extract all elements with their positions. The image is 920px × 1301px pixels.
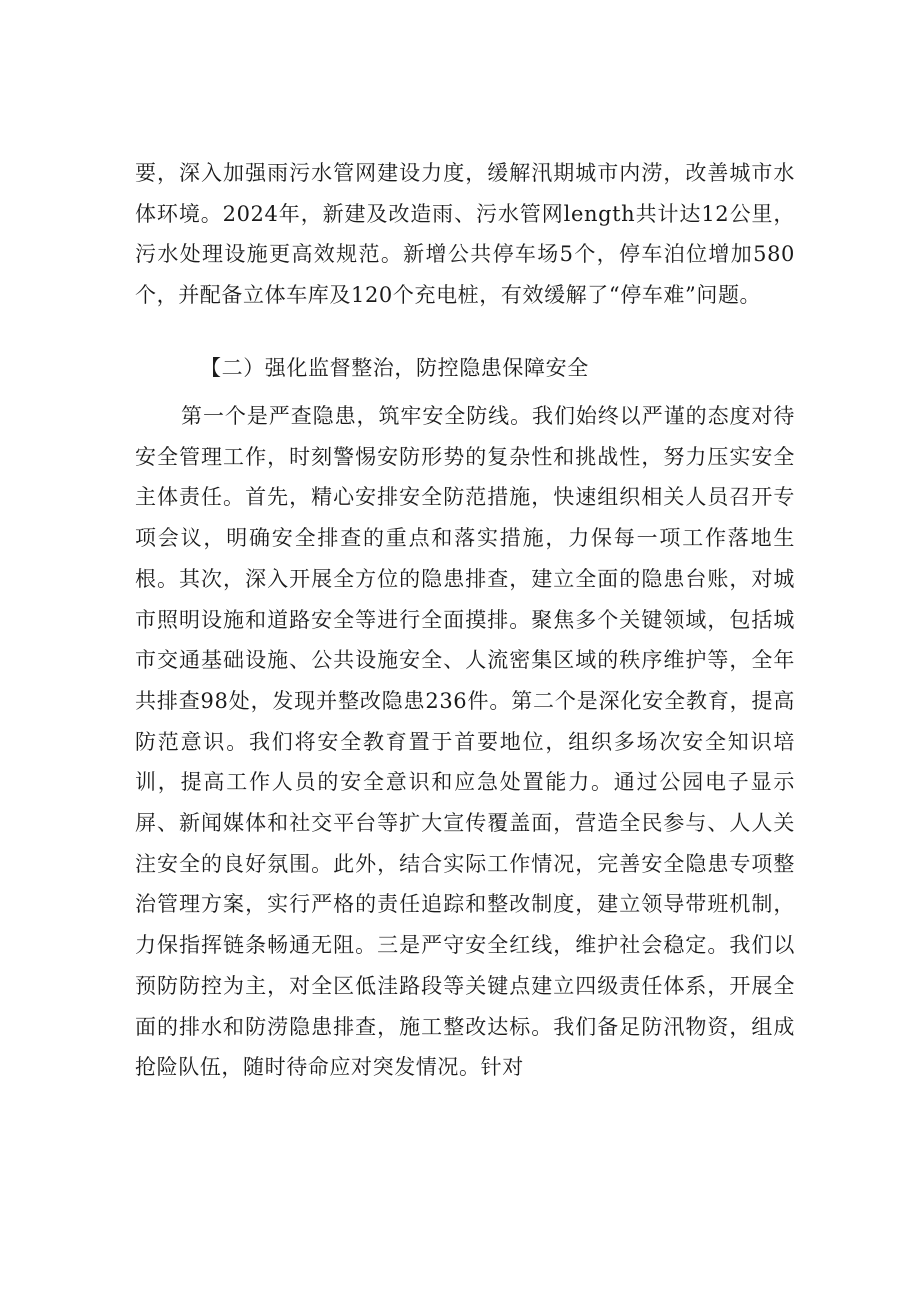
section-heading: 【二）强化监督整治，防控隐患保障安全 [200, 356, 589, 380]
body-paragraph-1: 要，深入加强雨污水管网建设力度，缓解汛期城市内涝，改善城市水体环境。2024年，新建及改造雨、污水管网length共计达12公里，污水处理设施更高效规范。新增公共停车场5个，停车泊位增加580个，并配备立体车库及120个充电桩，有效缓解了“停车难”问题。 [135, 161, 795, 308]
body-paragraph-2: 第一个是严查隐患，筑牢安全防线。我们始终以严谨的态度对待安全管理工作，时刻警惕安防形势的复杂性和挑战性，努力压实安全主体责任。首先，精心安排安全防范措施，快速组织相关人员召开专项会议，明确安全排查的重点和落实措施，力保每一项工作落地生根。其次，深入开展全方位的隐患排查，建立全面的隐患台账，对城市照明设施和道路安全等进行全面摸排。聚焦多个关键领域，包括城市交通基础设施、公共设施安全、人流密集区域的秩序维护等，全年共排查98处，发现并整改隐患236件。第二个是深化安全教育，提高防范意识。我们将安全教育置于首要地位，组织多场次安全知识培训，提高工作人员的安全意识和应急处置能力。通过公园电子显示屏、新闻媒体和社交平台等扩大宣传覆盖面，营造全民参与、人人关注安全的良好氛围。此外，结合实际工作情况，完善安全隐患专项整治管理方案，实行严格的责任追踪和整改制度，建立领导带班机制，力保指挥链条畅通无阻。三是严守安全红线，维护社会稳定。我们以预防防控为主，对全区低洼路段等关键点建立四级责任体系，开展全面的排水和防涝隐患排查，施工整改达标。我们备足防汛物资，组成抢险队伍，随时待命应对突发情况。针对 [135, 404, 795, 1080]
